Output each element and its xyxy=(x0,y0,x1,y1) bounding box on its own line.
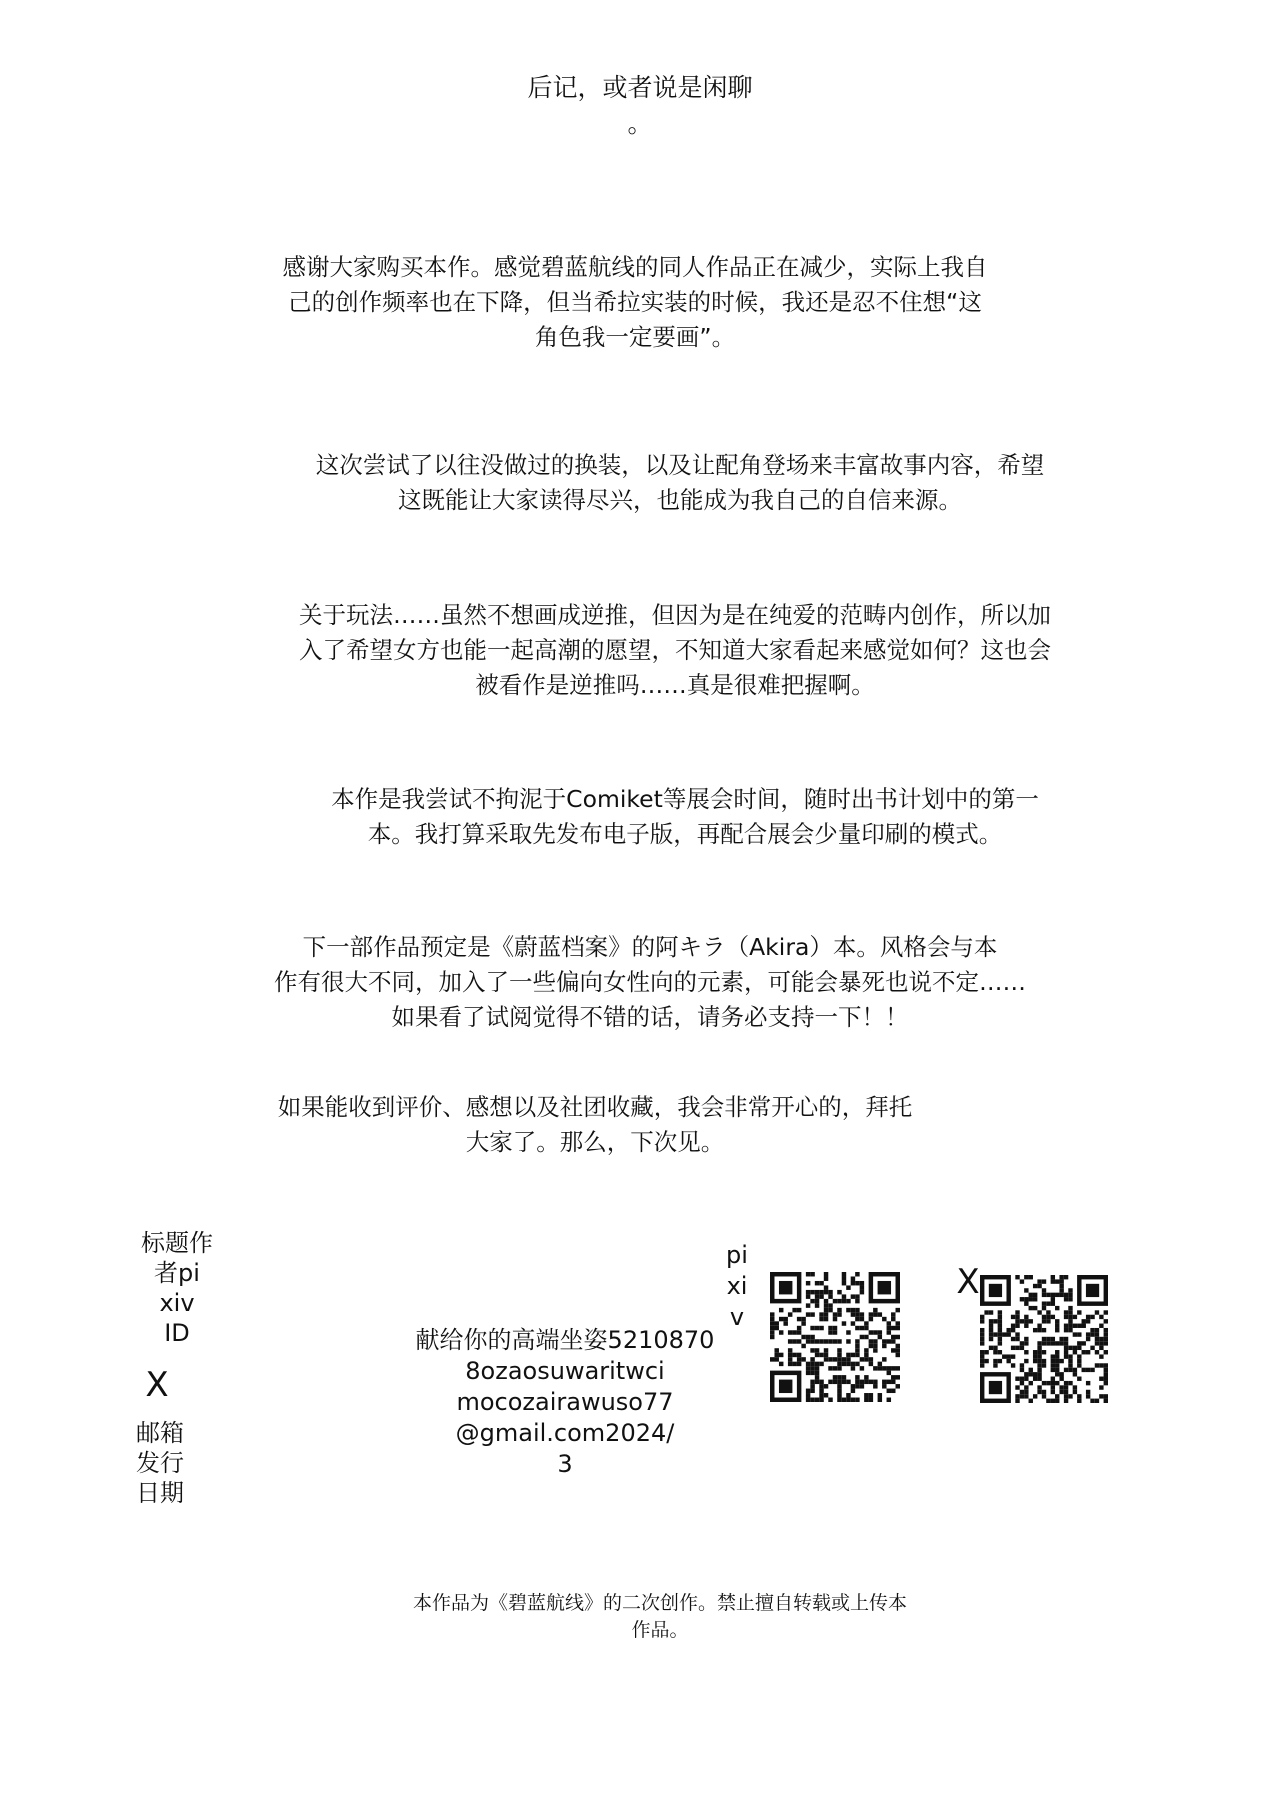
x-qr-code-icon[interactable] xyxy=(980,1275,1108,1403)
pixiv-qr-code-icon[interactable] xyxy=(770,1272,900,1402)
paragraph-next-work: 下一部作品预定是《蔚蓝档案》的阿キラ（Akira）本。风格会与本 作有很大不同，加入了一些偏向女性向的元素，可能会暴死也说不定…… 如果看了试阅觉得不错的话，请务必支持一下！！ xyxy=(274,933,1026,1031)
paragraph-play: 关于玩法……虽然不想画成逆推，但因为是在纯爱的范畴内创作，所以加 入了希望女方也能一起高潮的愿望，不知道大家看起来感觉如何？这也会 被看作是逆推吗……真是很难把握啊。 xyxy=(299,601,1051,699)
x-label-left: X xyxy=(145,1365,169,1405)
page-title: 后记，或者说是闲聊 。 xyxy=(527,73,753,138)
paragraph-thanks: 感谢大家购买本作。感觉碧蓝航线的同人作品正在减少，实际上我自 己的创作频率也在下降，但当希拉实装的时候，我还是忍不住想“这 角色我一定要画”。 xyxy=(282,253,988,351)
title-author-pixiv-label: 标题作 者pi xiv ID xyxy=(141,1229,213,1347)
pixiv-label: pi xi v xyxy=(726,1241,748,1331)
x-label-right: X xyxy=(956,1262,980,1302)
paragraph-release: 本作是我尝试不拘泥于Comiket等展会时间，随时出书计划中的第一 本。我打算采取先发布电子版，再配合展会少量印刷的模式。 xyxy=(331,785,1039,848)
paragraph-costume: 这次尝试了以往没做过的换装，以及让配角登场来丰富故事内容，希望 这既能让大家读得尽兴，也能成为我自己的自信来源。 xyxy=(315,451,1045,514)
paragraph-closing: 如果能收到评价、感想以及社团收藏，我会非常开心的，拜托 大家了。那么，下次见。 xyxy=(277,1093,913,1156)
colophon-details: 献给你的高端坐姿5210870 8ozaosuwaritwci mocozairawuso77 @gmail.com2024/ 3 xyxy=(415,1326,715,1478)
copyright-notice: 本作品为《碧蓝航线》的二次创作。禁止擅自转载或上传本 作品。 xyxy=(412,1592,907,1641)
mail-date-label: 邮箱 发行 日期 xyxy=(136,1419,184,1507)
